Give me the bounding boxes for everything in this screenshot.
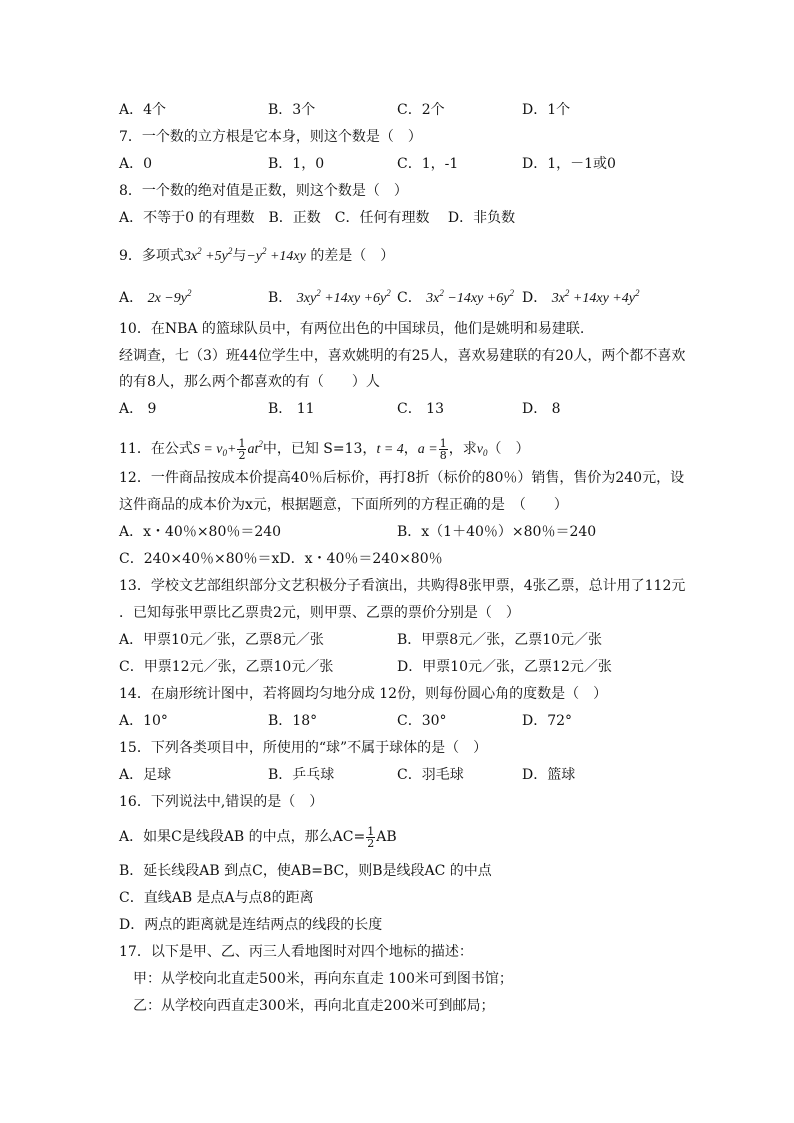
q12-line1: 12．一件商品按成本价提高40％后标价，再打8折（标价的80％）销售，售价为240元，设 (119, 470, 685, 486)
q15-option-a: A．足球 (119, 767, 172, 783)
q13-option-a: A．甲票10元／张，乙票8元／张 (119, 632, 324, 648)
q12-line2: 这件商品的成本价为x元，根据题意，下面所列的方程正确的是 （ ） (119, 497, 568, 513)
q12-option-b: B．x（1＋40％）×80％＝240 (397, 524, 597, 540)
q16-option-d: D．两点的距离就是连结两点的线段的长度 (119, 917, 383, 933)
q16-option-c: C．直线AB 是点A与点8的距离 (119, 890, 314, 906)
q10-line3: 的有8人，那么两个都喜欢的有（ ）人 (119, 374, 380, 390)
q10-option-d: D． 8 (522, 401, 561, 417)
q16-stem: 16．下列说法中,错误的是（ ） (119, 794, 324, 810)
q16-option-b: B．延长线段AB 到点C，使AB=BC，则B是线段AC 的中点 (119, 863, 492, 879)
q10-option-c: C． 13 (397, 401, 444, 417)
q14-option-a: A．10° (119, 713, 168, 729)
q15-option-d: D．篮球 (522, 767, 576, 783)
q14-option-c: C．30° (397, 713, 447, 729)
q15-option-b: B．乒乓球 (268, 767, 335, 783)
q17-yi: 乙：从学校向西直走300米，再向北直走200米可到邮局； (133, 998, 495, 1014)
q13-option-c: C．甲票12元／张，乙票10元／张 (119, 659, 334, 675)
q9-option-d: D． $3x^2 +14xy +4y^2$ (522, 288, 640, 306)
q11-stem: 11．在公式$S = v_0+$ $\frac{1}{2}$ $at^2$中，已知 S=13，t = 4，a = $\frac{1}{8}$ ，求$v_0$（ ） (119, 436, 530, 462)
q10-line2: 经调查，七（3）班44位学生中，喜欢姚明的有25人，喜欢易建联的有20人，两个都不喜欢 (119, 348, 686, 364)
q6-option-d: D．1个 (522, 102, 571, 118)
q7-option-b: B．1，0 (268, 156, 325, 172)
q14-option-b: B．18° (268, 713, 318, 729)
q15-stem: 15．下列各类项目中，所使用的“球”不属于球体的是（ ） (119, 740, 488, 756)
q6-option-c: C．2个 (397, 102, 445, 118)
q16-option-a: A．如果C是线段AB 的中点，那么AC= $\frac{1}{2}$ AB (119, 824, 397, 850)
q17-stem: 17．以下是甲、乙、丙三人看地图时对四个地标的描述： (119, 944, 473, 960)
q10-option-a: A． 9 (119, 401, 157, 417)
q10-line1: 10．在NBA 的篮球队员中，有两位出色的中国球员，他们是姚明和易建联. (119, 321, 585, 337)
q13-option-b: B．甲票8元／张，乙票10元／张 (397, 632, 603, 648)
q6-option-a: A．4个 (119, 102, 167, 118)
q7-option-d: D．1，－1或0 (522, 156, 616, 172)
q14-option-d: D．72° (522, 713, 573, 729)
q8-options: A．不等于0 的有理数 B．正数 C．任何有理数 D．非负数 (119, 210, 516, 226)
q14-stem: 14．在扇形统计图中，若将圆均匀地分成 12份，则每份圆心角的度数是（ ） (119, 686, 608, 702)
q7-option-a: A．0 (119, 156, 153, 172)
q10-option-b: B． 11 (268, 401, 315, 417)
q12-option-cd: C．240×40％×80％＝xD．x・40％＝240×80％ (119, 551, 443, 567)
q13-line1: 13．学校文艺部组织部分文艺积极分子看演出，共购得8张甲票，4张乙票，总计用了112元 (119, 578, 686, 594)
q17-jia: 甲：从学校向北直走500米，再向东直走 100米可到图书馆； (133, 971, 513, 987)
q13-option-d: D．甲票10元／张，乙票12元／张 (397, 659, 612, 675)
q13-line2: ．已知每张甲票比乙票贵2元，则甲票、乙票的票价分别是（ ） (119, 605, 520, 621)
q7-stem: 7．一个数的立方根是它本身，则这个数是（ ） (119, 129, 422, 145)
q6-option-b: B．3个 (268, 102, 316, 118)
q12-option-a: A．x・40％×80％＝240 (119, 524, 282, 540)
q8-stem: 8．一个数的绝对值是正数，则这个数是（ ） (119, 183, 408, 199)
q15-option-c: C．羽毛球 (397, 767, 464, 783)
q9-option-a: A． $2x -9y^2$ (119, 288, 192, 306)
q7-option-c: C．1，-1 (397, 156, 459, 172)
q9-stem: 9．多项式$3x^2 +5y^2$与$-y^2 +14xy$ 的差是（ ） (119, 246, 395, 264)
q9-option-c: C． $3x^2 -14xy +6y^2$ (397, 288, 514, 306)
q9-option-b: B． $3xy^2 +14xy +6y^2$ (268, 288, 391, 306)
